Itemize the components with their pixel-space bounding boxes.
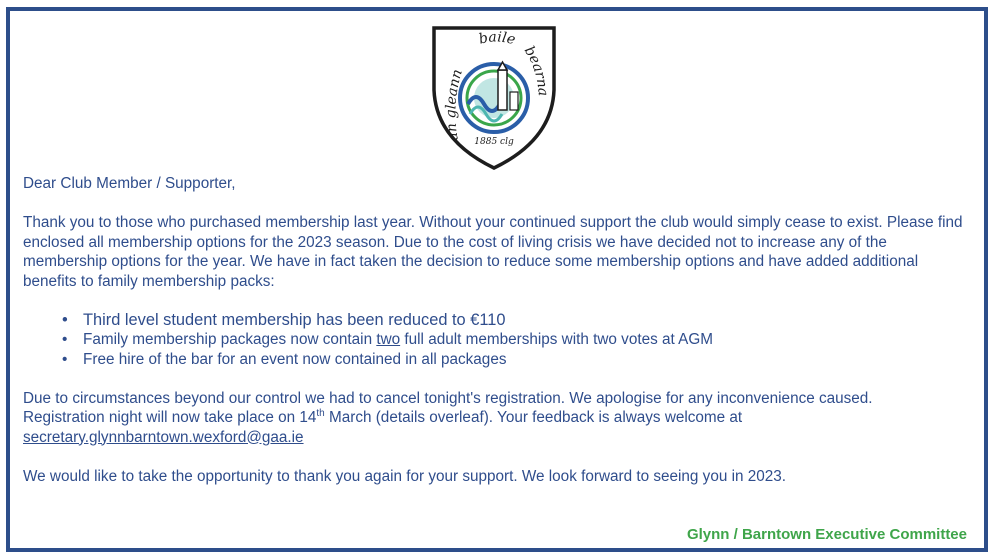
list-item (23, 311, 963, 331)
bullet-icon: • (62, 350, 68, 368)
registration-line1: Due to circumstances beyond our control we had to cancel tonight's registration. We apologise for any inconvenience caused. (23, 389, 873, 407)
benefit-family-text-after: full adult memberships with two votes at AGM (400, 331, 714, 348)
registration-line2-after: March (details overleaf). Your feedback is always welcome at (324, 409, 743, 426)
bullet-icon: • (62, 310, 68, 329)
greeting: Dear Club Member / Supporter, (23, 175, 236, 192)
benefit-family-text-before: Family membership packages now contain (83, 331, 377, 348)
letter-body (23, 174, 963, 486)
logo-arc-right-text: bearna (520, 43, 551, 97)
benefit-bar-hire-text: Free hire of the bar for an event now contained in all packages (83, 350, 507, 368)
benefits-list (23, 311, 963, 370)
bullet-icon: • (62, 331, 68, 348)
benefit-family-underlined: two (376, 331, 401, 348)
club-crest-logo (428, 20, 560, 172)
registration-line2-before: Registration night will now take place on 14 (23, 409, 317, 426)
email-link[interactable]: secretary.glynnbarntown.wexford@gaa.ie (23, 428, 304, 446)
signature: Glynn / Barntown Executive Committee (686, 526, 967, 543)
paragraph-closing: We would like to take the opportunity to thank you again for your support. We look forward to seeing you in 2023. (23, 467, 787, 485)
paragraph-registration (23, 389, 963, 448)
logo-arc-left-text: an gleann (443, 67, 466, 142)
date-suffix: th (316, 407, 325, 419)
logo-arc-top-text: baile (477, 29, 518, 49)
list-item (23, 350, 963, 370)
paragraph-intro: Thank you to those who purchased membership last year. Without your continued support the club would simply cease to exist. Please find enclosed all membership options for the 2023 season. Due to the cost of living crisis we have decided not to increase any of the membership options for the year. We have in fact taken the decision to reduce some membership options and have added additional benefits to family membership packs: (23, 214, 963, 290)
logo-year-text: 1885 clg (474, 137, 514, 147)
list-item (23, 330, 963, 350)
benefit-student-text: Third level student membership has been reduced to €110 (83, 310, 506, 329)
